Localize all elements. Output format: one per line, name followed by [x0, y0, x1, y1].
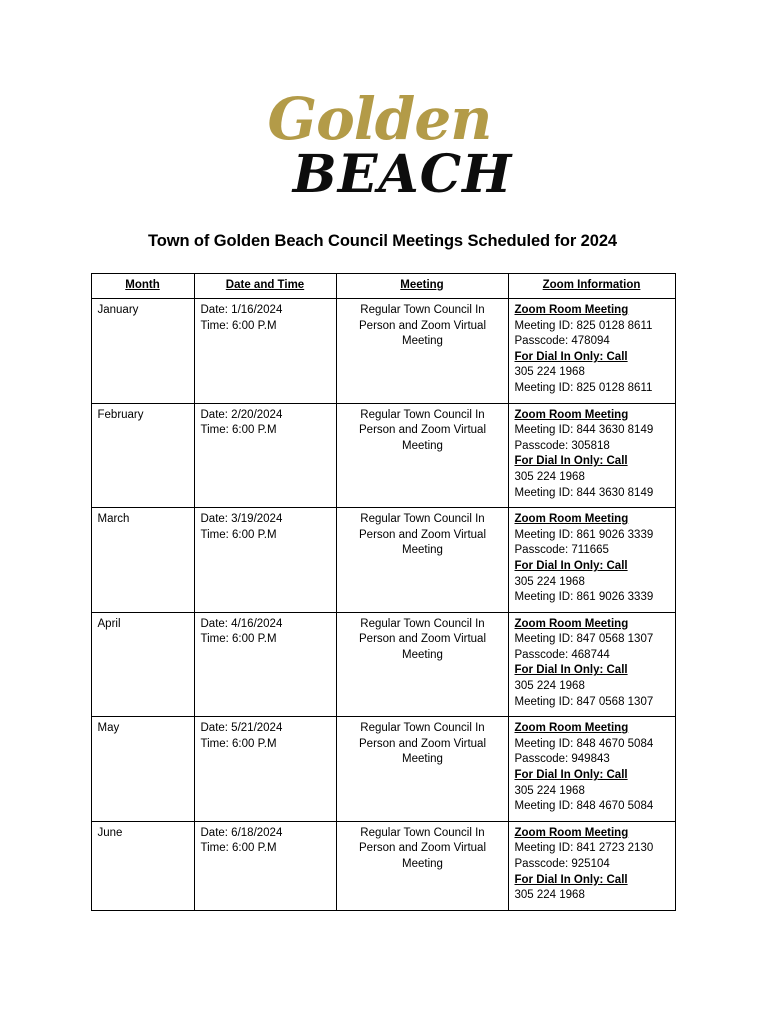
zoom-passcode: Passcode: 478094	[514, 335, 610, 348]
zoom-meeting-id: Meeting ID: 825 0128 8611	[514, 319, 653, 332]
table-row	[91, 403, 675, 508]
table-row	[91, 717, 675, 822]
time-line: Time: 6:00 P.M	[200, 842, 277, 855]
dial-in-meeting-id: Meeting ID: 861 9026 3339	[514, 591, 654, 604]
dial-in-phone: 305 224 1968	[514, 470, 585, 483]
date-line: Date: 5/21/2024	[200, 722, 283, 735]
column-header-meeting: Meeting	[336, 274, 508, 299]
zoom-room-label: Zoom Room Meeting	[514, 513, 629, 526]
page-title: Town of Golden Beach Council Meetings Scheduled for 2024	[148, 232, 617, 250]
column-header-date-time: Date and Time	[194, 274, 336, 299]
cell-month: February	[91, 403, 194, 508]
dial-in-phone: 305 224 1968	[514, 575, 585, 588]
zoom-passcode: Passcode: 305818	[514, 439, 610, 452]
cell-month: March	[91, 508, 194, 613]
dial-in-meeting-id: Meeting ID: 844 3630 8149	[514, 486, 654, 499]
cell-meeting: Regular Town Council In Person and Zoom Virtual Meeting	[336, 508, 508, 613]
dial-in-meeting-id: Meeting ID: 848 4670 5084	[514, 800, 654, 813]
cell-meeting: Regular Town Council In Person and Zoom Virtual Meeting	[336, 403, 508, 508]
schedule-table-wrapper	[91, 273, 675, 911]
zoom-meeting-id: Meeting ID: 848 4670 5084	[514, 737, 654, 750]
table-row	[91, 508, 675, 613]
date-line: Date: 4/16/2024	[200, 617, 283, 630]
dial-in-meeting-id: Meeting ID: 847 0568 1307	[514, 695, 654, 708]
cell-zoom-information	[508, 299, 675, 404]
zoom-passcode: Passcode: 711665	[514, 544, 609, 557]
cell-date-time	[194, 717, 336, 822]
zoom-room-label: Zoom Room Meeting	[514, 304, 629, 316]
zoom-meeting-id: Meeting ID: 844 3630 8149	[514, 424, 654, 437]
dial-in-label: For Dial In Only: Call	[514, 559, 628, 572]
dial-in-label: For Dial In Only: Call	[514, 350, 628, 363]
cell-zoom-information	[508, 717, 675, 822]
date-line: Date: 6/18/2024	[200, 826, 283, 839]
time-line: Time: 6:00 P.M	[200, 633, 277, 646]
cell-month: April	[91, 612, 194, 717]
zoom-passcode: Passcode: 468744	[514, 648, 610, 661]
zoom-meeting-id: Meeting ID: 841 2723 2130	[514, 842, 654, 855]
time-line: Time: 6:00 P.M	[200, 319, 277, 332]
dial-in-phone: 305 224 1968	[514, 889, 585, 902]
cell-meeting: Regular Town Council In Person and Zoom Virtual Meeting	[336, 299, 508, 404]
cell-date-time	[194, 403, 336, 508]
time-line: Time: 6:00 P.M	[200, 528, 277, 541]
cell-month: June	[91, 821, 194, 910]
cell-meeting: Regular Town Council In Person and Zoom Virtual Meeting	[336, 612, 508, 717]
zoom-meeting-id: Meeting ID: 847 0568 1307	[514, 633, 654, 646]
dial-in-label: For Dial In Only: Call	[514, 455, 628, 468]
cell-meeting: Regular Town Council In Person and Zoom Virtual Meeting	[336, 821, 508, 910]
column-header-month: Month	[91, 274, 194, 299]
cell-meeting: Regular Town Council In Person and Zoom Virtual Meeting	[336, 717, 508, 822]
zoom-room-label: Zoom Room Meeting	[514, 617, 629, 630]
date-line: Date: 1/16/2024	[200, 304, 283, 316]
dial-in-label: For Dial In Only: Call	[514, 769, 628, 782]
logo-word-beach: BEACH	[292, 144, 513, 205]
column-header-zoom-information: Zoom Information	[508, 274, 675, 299]
dial-in-phone: 305 224 1968	[514, 784, 585, 797]
zoom-passcode: Passcode: 949843	[514, 753, 610, 766]
cell-month: January	[91, 299, 194, 404]
zoom-room-label: Zoom Room Meeting	[514, 408, 629, 421]
cell-date-time	[194, 821, 336, 910]
cell-zoom-information	[508, 403, 675, 508]
meeting-schedule-table	[91, 273, 676, 911]
golden-beach-logo	[0, 0, 765, 205]
cell-zoom-information	[508, 821, 675, 910]
time-line: Time: 6:00 P.M	[200, 424, 277, 437]
zoom-meeting-id: Meeting ID: 861 9026 3339	[514, 528, 654, 541]
cell-month: May	[91, 717, 194, 822]
date-line: Date: 2/20/2024	[200, 408, 283, 421]
table-row	[91, 612, 675, 717]
dial-in-phone: 305 224 1968	[514, 366, 585, 379]
dial-in-phone: 305 224 1968	[514, 680, 585, 693]
logo-word-golden: Golden	[267, 85, 492, 153]
dial-in-meeting-id: Meeting ID: 825 0128 8611	[514, 381, 653, 394]
table-row	[91, 821, 675, 910]
cell-date-time	[194, 299, 336, 404]
table-header-row	[91, 274, 675, 299]
cell-date-time	[194, 508, 336, 613]
cell-zoom-information	[508, 508, 675, 613]
zoom-passcode: Passcode: 925104	[514, 858, 610, 870]
dial-in-label: For Dial In Only: Call	[514, 664, 628, 677]
zoom-room-label: Zoom Room Meeting	[514, 722, 629, 735]
zoom-room-label: Zoom Room Meeting	[514, 826, 629, 839]
cell-date-time	[194, 612, 336, 717]
dial-in-label: For Dial In Only: Call	[514, 873, 628, 886]
date-line: Date: 3/19/2024	[200, 513, 283, 526]
table-row	[91, 299, 675, 404]
time-line: Time: 6:00 P.M	[200, 737, 277, 750]
cell-zoom-information	[508, 612, 675, 717]
